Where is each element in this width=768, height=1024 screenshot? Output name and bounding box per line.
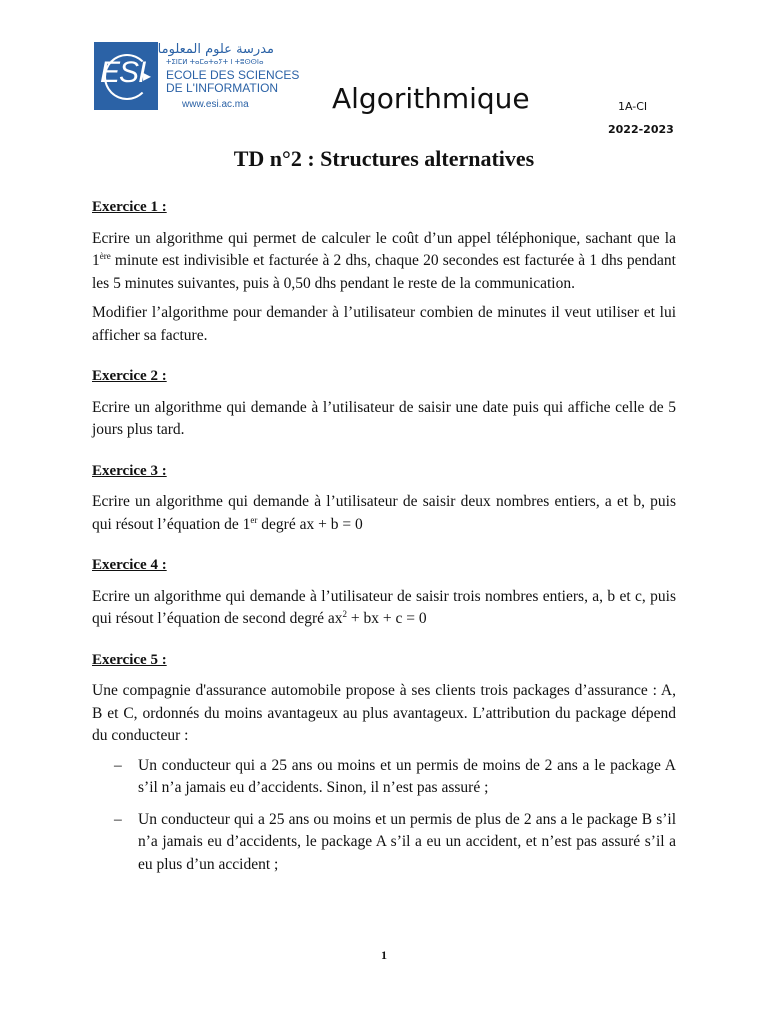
logo-tifinagh-name: ⵜⵉⵏⵎⵍ ⵜⴰⵎⴰⵜⴰⵢⵜ ⵏ ⵜⵓⵙⵙⵏⴰ [166,58,264,66]
exercise-paragraph: Ecrire un algorithme qui demande à l’utilisateur de saisir trois nombres entiers, a, b et c, puis qui résout l’équation de second degré $ax^2$ + bx + c = 0 [92,587,676,627]
list-item-text: Un conducteur qui a 25 ans ou moins et un permis de plus de 2 ans a le package B s’il n’a jamais eu d’accidents, le package A s’il a eu un accident, et n’est pas assuré s’il a eu plus d’un accident ; [138,810,676,873]
exercise-3 [92,460,676,537]
exercise-4 [92,554,676,631]
subject-title: Algorithmique [332,82,530,115]
exercise-paragraph: Une compagnie d'assurance automobile propose à ses clients trois packages d’assurance : A, B et C, ordonnés du moins avantageux au plus avantageux. L’attribution du package dépend du conducteur : [92,682,676,744]
logo-arrow-icon: ▸ [143,66,152,85]
logo-arabic-name: مدرسة علوم المعلومات [145,42,274,57]
list-marker: – [114,756,122,774]
logo-url: www.esi.ac.ma [182,99,249,110]
exercise-heading: Exercice 3 : [92,462,167,479]
class-code: 1A-CI [618,100,648,113]
package-rules-list [92,755,676,877]
exercise-heading: Exercice 5 : [92,651,167,668]
list-item [92,809,676,877]
logo-name-line-2: DE L'INFORMATION [166,81,279,95]
exercise-2 [92,365,676,442]
list-item [92,755,676,800]
list-item-text: Un conducteur qui a 25 ans ou moins et un permis de moins de 2 ans a le package A s’il n’a jamais eu d’accidents. Sinon, il n’est pas assuré ; [138,756,676,796]
logo-name-line-1: ECOLE DES SCIENCES [166,68,300,82]
exercise-heading: Exercice 1 : [92,199,167,215]
exercise-paragraph: Ecrire un algorithme qui demande à l’utilisateur de saisir deux nombres entiers, a et b, puis qui résout l’équation de 1er degré ax + b = 0 [92,493,676,533]
academic-year: 2022-2023 [608,123,674,136]
exercise-paragraph: Modifier l’algorithme pour demander à l’utilisateur combien de minutes il veut utiliser et lui afficher sa facture. [92,304,676,344]
page-number: 1 [381,948,387,962]
logo-mark-text: ESI [100,56,146,89]
exercise-paragraph: Ecrire un algorithme qui demande à l’utilisateur de saisir une date puis qui affiche celle de 5 jours plus tard. [92,398,676,438]
exercise-1 [92,196,676,347]
list-marker: – [114,810,122,828]
exercise-heading: Exercice 2 : [92,368,167,384]
document-title: TD n°2 : Structures alternatives [233,146,535,171]
exercise-5 [92,649,676,877]
exercise-heading: Exercice 4 : [92,557,167,573]
document-body [92,196,676,894]
school-logo [94,42,300,116]
exercise-paragraph: Ecrire un algorithme qui permet de calculer le coût d’un appel téléphonique, sachant que la 1ère minute est indivisible et facturée à 2 dhs, chaque 20 secondes est facturée à 1 dhs pendant les 5 minutes suivantes, puis à 0,50 dhs pendant le reste de la communication. [92,229,676,292]
